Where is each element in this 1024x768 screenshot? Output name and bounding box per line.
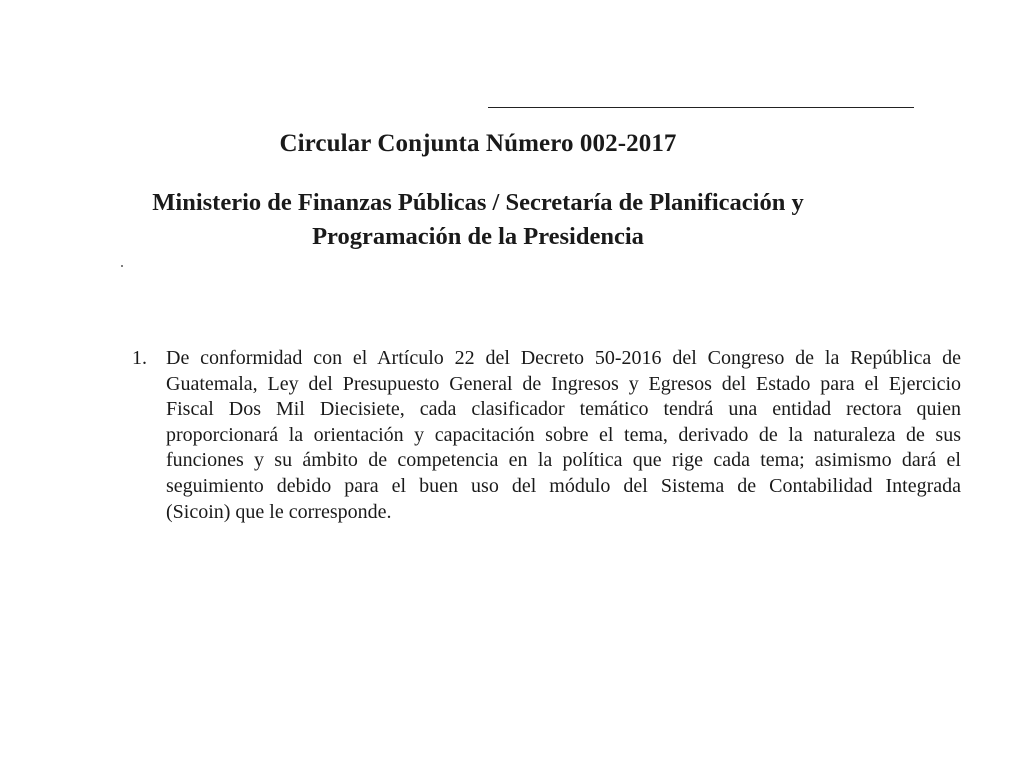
top-rule [488,107,914,108]
paragraph-line: (Sicoin) que le corresponde. [166,500,392,523]
issuing-institutions-heading [60,186,896,254]
paragraph-line: Guatemala, Ley del Presupuesto General de Ingresos y Egresos del Estado para el Ejercicio [166,372,961,395]
heading-line: Programación de la Presidencia [312,223,644,250]
document-title: Circular Conjunta Número 002-2017 [279,130,677,157]
paragraph-line: proporcionará la orientación y capacitación sobre el tema, derivado de la naturaleza de sus [166,423,961,446]
paragraph-line: Fiscal Dos Mil Diecisiete, cada clasificador temático tendrá una entidad rectora quien [166,398,961,421]
paragraph-line: seguimiento debido para el buen uso del módulo del Sistema de Contabilidad Integrada [166,474,961,497]
item-paragraph [166,346,961,525]
heading-line: Ministerio de Finanzas Públicas / Secretaría de Planificación y [152,189,804,216]
paragraph-line: De conformidad con el Artículo 22 del Decreto 50-2016 del Congreso de la República de [166,347,961,369]
scan-speck [121,265,123,267]
paragraph-line: funciones y su ámbito de competencia en la política que rige cada tema; asimismo dará el [166,449,961,472]
item-number: 1. [132,347,147,369]
